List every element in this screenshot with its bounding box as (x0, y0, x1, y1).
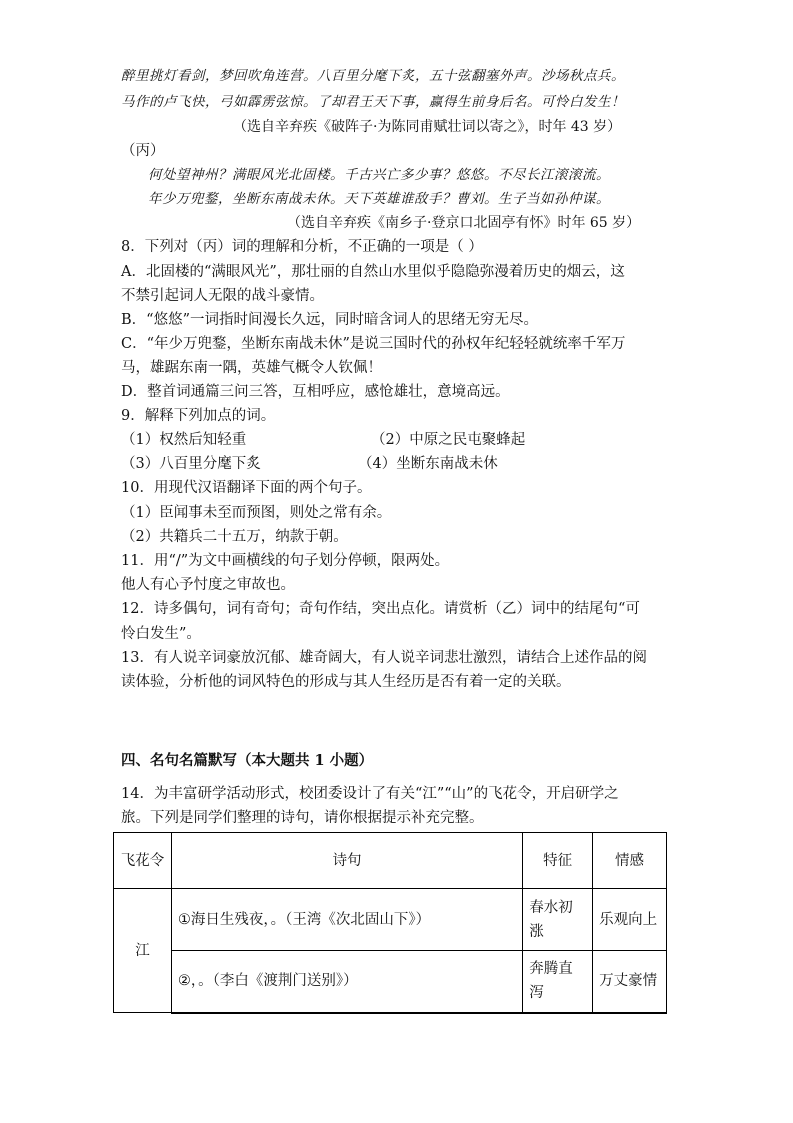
poem-bing-source: （选自辛弃疾《南乡子·登京口北固亭有怀》时年 65 岁） (287, 215, 641, 231)
header-verse: 诗句 (171, 833, 522, 889)
poem-yi-line-1: 醉里挑灯看剑，梦回吹角连营。八百里分麾下炙，五十弦翻塞外声。沙场秋点兵。 (121, 68, 625, 84)
table-header-row (114, 833, 667, 889)
section-heading: 四、名句名篇默写（本大题共 1 小题） (121, 752, 374, 769)
q14-line-2: 旅。下列是同学们整理的诗句，请你根据提示补充完整。 (121, 810, 484, 826)
poem-yi-line-2: 马作的卢飞快，弓如霹雳弦惊。了却君王天下事，赢得生前身后名。可怜白发生！ (121, 94, 625, 110)
q8-option-b: B．“悠悠”一词指时间漫长久远，同时暗含词人的思绪无穷无尽。 (121, 312, 538, 328)
feature-cell: 奔腾直泻 (523, 951, 593, 1013)
q8-option-c-line-2: 马，雄踞东南一隅，英雄气概令人钦佩！ (121, 360, 382, 376)
poem-yi-source: （选自辛弃疾《破阵子·为陈同甫赋壮词以寄之》，时年 43 岁） (233, 119, 622, 135)
q8-option-c-line-1: C．“年少万兜鍪，坐断东南战未休”是说三国时代的孙权年纪轻轻就统率千军万 (121, 336, 626, 352)
q9-item-2: （2）中原之民屯聚蜂起 (371, 432, 526, 448)
group-label-cell: 江 (114, 889, 172, 1013)
table-row (114, 889, 667, 951)
feature-cell: 春水初涨 (523, 889, 593, 951)
q9-stem: 9．解释下列加点的词。 (121, 408, 276, 424)
q9-item-1: （1）权然后知轻重 (121, 432, 247, 448)
q12-line-2: 怜白发生”。 (121, 626, 201, 642)
q11-sentence: 他人有心予忖度之审故也。 (121, 577, 295, 593)
poem-bing-label: （丙） (121, 143, 165, 159)
header-feihualing: 飞花令 (114, 833, 172, 889)
q10-item-1: （1）臣闻事未至而预图，则处之常有余。 (121, 505, 392, 521)
table-row (114, 951, 667, 1013)
emotion-cell: 乐观向上 (593, 889, 667, 951)
q8-option-a-line-1: A．北固楼的“满眼风光”，那壮丽的自然山水里似乎隐隐弥漫着历史的烟云，这 (121, 264, 625, 280)
q8-option-d: D．整首词通篇三问三答，互相呼应，感怆雄壮，意境高远。 (121, 384, 510, 400)
q9-item-3: （3）八百里分麾下炙 (121, 456, 261, 472)
poem-bing-line-2: 年少万兜鍪，坐断东南战未休。天下英雄谁敌手？曹刘。生子当如孙仲谋。 (148, 191, 610, 207)
header-feature: 特征 (523, 833, 593, 889)
q13-line-2: 读体验，分析他的词风特色的形成与其人生经历是否有着一定的关联。 (121, 674, 571, 690)
q11-stem: 11．用“/”为文中画横线的句子划分停顿，限两处。 (121, 553, 450, 569)
verse-cell: ②，。（李白《渡荆门送别》） (171, 951, 522, 1013)
q14-line-1: 14．为丰富研学活动形式，校团委设计了有关“江”“山”的飞花令，开启研学之 (121, 786, 619, 802)
emotion-cell: 万丈豪情 (593, 951, 667, 1013)
q9-item-4: （4）坐断东南战未休 (358, 456, 498, 472)
q8-stem: 8．下列对（丙）词的理解和分析，不正确的一项是（ ） (121, 239, 483, 255)
verse-cell: ①海日生残夜，。（王湾《次北固山下》） (171, 889, 522, 951)
flying-flower-table (113, 832, 667, 1014)
q10-stem: 10．用现代汉语翻译下面的两个句子。 (121, 480, 372, 496)
q12-line-1: 12．诗多偶句，词有奇句；奇句作结，突出点化。请赏析（乙）词中的结尾句“可 (121, 601, 640, 617)
header-emotion: 情感 (593, 833, 667, 889)
poem-bing-line-1: 何处望神州？满眼风光北固楼。千古兴亡多少事？悠悠。不尽长江滚滚流。 (148, 167, 610, 183)
q8-option-a-line-2: 不禁引起词人无限的战斗豪情。 (121, 288, 324, 304)
q10-item-2: （2）共籍兵二十五万，纳款于朝。 (121, 529, 348, 545)
q13-line-1: 13．有人说辛词豪放沉郁、雄奇阔大，有人说辛词悲壮激烈，请结合上述作品的阅 (121, 650, 647, 666)
